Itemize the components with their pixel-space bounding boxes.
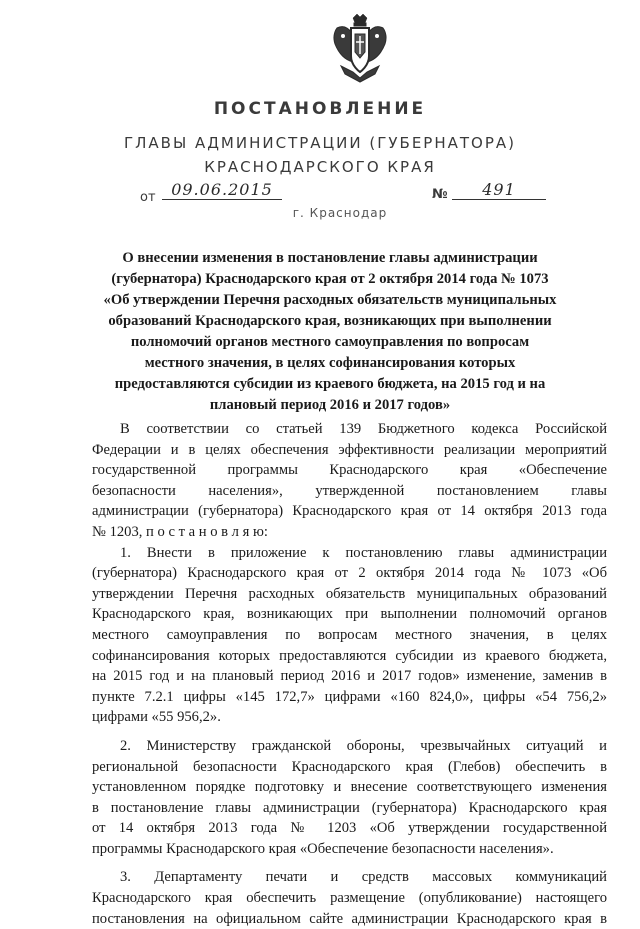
title-line: О внесении изменения в постановление главы администрации — [122, 250, 538, 266]
city-label: г. Краснодар — [292, 206, 388, 220]
body-line: утверждении Перечня расходных обязательств муниципальных образований — [92, 585, 607, 602]
body-line: Федерации и в целях обеспечения эффективности реализации мероприятий — [92, 441, 607, 458]
body-line: безопасности населения», утвержденной постановлением главы — [92, 482, 607, 499]
item-1-paragraph — [92, 543, 607, 728]
body-line: на 2015 год и на плановый период 2016 и 2017 годов» изменение, заменив в — [92, 668, 607, 685]
body-line: цифрами «55 956,2». — [92, 709, 221, 726]
body-line: государственной программы Краснодарского края «Обеспечение — [92, 462, 607, 479]
body-line: (губернатора) Краснодарского края от 2 октября 2014 года № 1073 «Об — [92, 565, 607, 582]
body-line: местного самоуправления по вопросам местного значения, в целях — [92, 626, 607, 643]
body-line: 1. Внести в приложение к постановлению главы администрации — [120, 544, 607, 561]
item-2-paragraph — [92, 736, 607, 860]
decree-date: 09.06.2015 — [162, 180, 282, 200]
title-line: местного значения, в целях софинансирования которых — [144, 355, 516, 371]
decree-body — [92, 419, 607, 929]
body-line: администрации (губернатора) Краснодарского края от 14 октября 2013 года — [92, 503, 607, 520]
title-line: «Об утверждении Перечня расходных обязательств муниципальных — [103, 292, 557, 308]
body-line: региональной безопасности Краснодарского края (Глебов) обеспечить в — [92, 758, 607, 775]
coat-of-arms-icon — [331, 14, 389, 84]
body-line: В соответствии со статьей 139 Бюджетного кодекса Российской — [120, 421, 607, 437]
date-label: от — [140, 190, 156, 205]
title-line: (губернатора) Краснодарского края от 2 октября 2014 года № 1073 — [111, 271, 549, 287]
body-line: установленном порядке подготовку и внесение соответствующего изменения — [92, 779, 607, 796]
title-line: полномочий органов местного самоуправления по вопросам — [130, 334, 530, 350]
body-line: 2. Министерству гражданской обороны, чрезвычайных ситуаций и — [120, 737, 607, 754]
body-line: программы Краснодарского края «Обеспечение безопасности населения». — [92, 840, 554, 857]
issuer-heading: ГЛАВЫ АДМИНИСТРАЦИИ (ГУБЕРНАТОРА) — [123, 134, 517, 152]
body-line: от 14 октября 2013 года № 1203 «Об утверждении государственной — [92, 820, 607, 837]
body-line: Краснодарского края, возникающих при выполнении полномочий органов — [92, 606, 607, 623]
number-label: № — [432, 187, 448, 202]
body-line: пункте 7.2.1 цифры «145 172,7» цифрами «160 824,0», цифры «54 756,2» — [92, 688, 607, 705]
item-3-paragraph — [92, 867, 607, 929]
body-line: № 1203, п о с т а н о в л я ю: — [92, 523, 268, 540]
body-line: Краснодарского края обеспечить размещение (опубликование) настоящего — [92, 890, 607, 907]
region-heading: КРАСНОДАРСКОГО КРАЯ — [204, 158, 436, 176]
title-line: плановый период 2016 и 2017 годов» — [209, 397, 451, 413]
body-line: софинансирования которых предоставляются субсидии из краевого бюджета, — [92, 647, 607, 664]
body-line: 3. Департаменту печати и средств массовых коммуникаций — [120, 869, 607, 886]
body-line: постановления на официальном сайте администрации Краснодарского края в — [92, 910, 607, 927]
title-line: образований Краснодарского края, возникающих при выполнении — [108, 313, 552, 329]
document-type-heading: ПОСТАНОВЛЕНИЕ — [213, 99, 427, 119]
decree-title — [100, 248, 560, 416]
decree-number: 491 — [452, 180, 546, 200]
preamble-paragraph — [92, 419, 607, 543]
body-line: в постановление главы администрации (губернатора) Краснодарского края — [92, 799, 607, 816]
title-line: предоставляются субсидии из краевого бюджета, на 2015 год и на — [114, 376, 546, 392]
